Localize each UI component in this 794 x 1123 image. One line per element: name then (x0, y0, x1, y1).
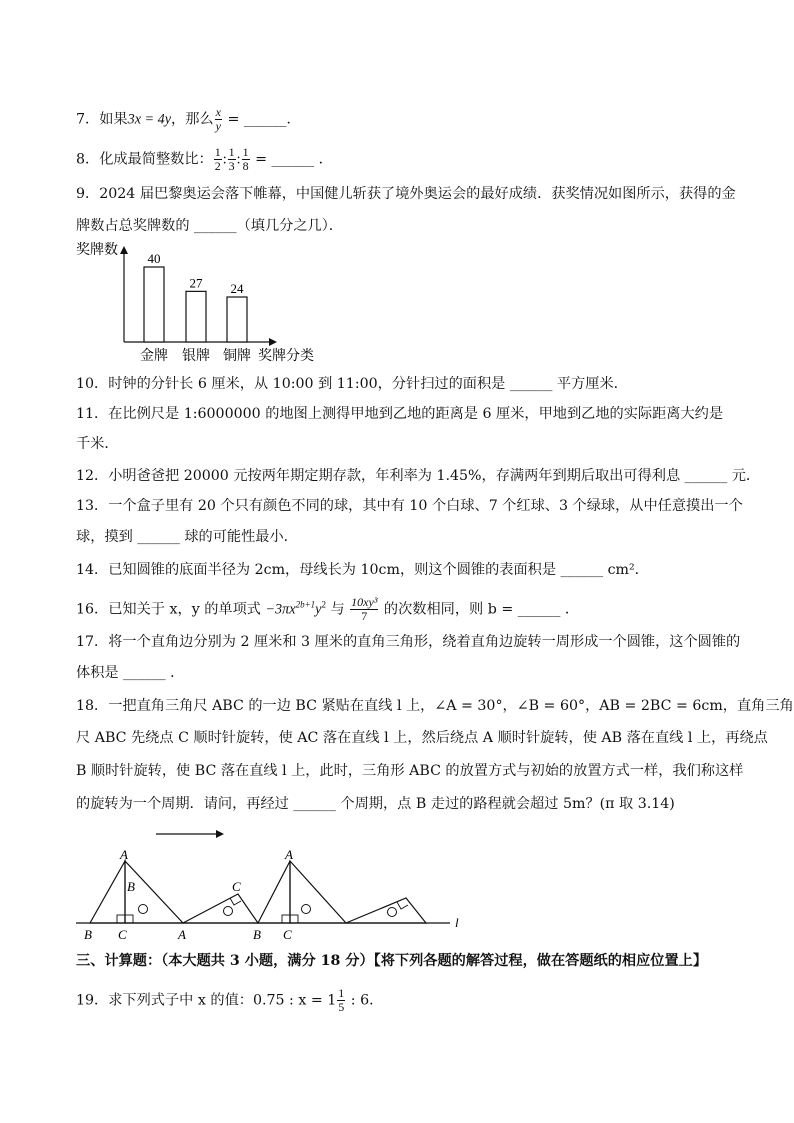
question-13-line-1: 13．一个盒子里有 20 个只有颜色不同的球，其中有 10 个白球、7 个红球、3 个绿球，从中任意摸出一个 (76, 498, 743, 514)
bar-value-label-1: 40 (147, 251, 161, 266)
question-16: 16．已知关于 x，y 的单项式 $-3\pi x^{2b+1}y^2$ 与 $\frac{\text{10xy³}}{7}$ 的次数相同，则 b = ______ ． (76, 595, 580, 623)
svg-text:A: A (120, 847, 128, 862)
chart-x-label: 奖牌分类 (258, 348, 314, 364)
question-18-line-3: B 顺时针旋转，使 BC 落在直线 l 上，此时，三角形 ABC 的放置方式与初始的放置方式一样，我们称这样 (76, 763, 744, 779)
chart-y-label: 奖牌数 (76, 242, 118, 258)
svg-text:A: A (285, 847, 293, 862)
question-17-line-1: 17．将一个直角边分别为 2 厘米和 3 厘米的直角三角形，绕着直角边旋转一周形成一个圆锥，这个圆锥的 (76, 634, 741, 650)
svg-text:B: B (253, 927, 261, 942)
question-9-line-2: 牌数占总奖牌数的 ______（填几分之几）． (76, 218, 343, 234)
category-label-2: 银牌 (182, 349, 210, 364)
bar-value-label-2: 27 (189, 275, 203, 291)
category-label-1: 金牌 (140, 349, 168, 364)
question-13-line-2: 球，摸到 ______ 球的可能性最小． (76, 529, 298, 545)
svg-text:B: B (84, 927, 92, 942)
fraction-1-2: $\frac{1}{2}$ (214, 145, 221, 173)
bar-3 (227, 297, 247, 342)
fraction-1-8: $\frac{1}{8}$ (242, 145, 249, 173)
svg-text:C: C (232, 879, 241, 894)
bar-1 (144, 267, 164, 342)
question-14: 14．已知圆锥的底面半径为 2cm，母线长为 10cm，则这个圆锥的表面积是 ______ cm²． (76, 562, 649, 578)
fraction-1-5: $\frac{1}{5}$ (338, 986, 345, 1014)
fraction-10xy3-over-7: $\frac{\text{10xy³}}{7}$ (351, 595, 378, 623)
bar-value-label-3: 24 (230, 281, 244, 296)
rotation-figure (70, 826, 480, 946)
question-12: 12．小明爸爸把 20000 元按两年期定期存款，年利率为 1.45%，存满两年到期后取出可得利息 ______ 元． (76, 468, 761, 484)
question-18-line-2: 尺 ABC 先绕点 C 顺时针旋转，使 AC 落在直线 l 上，然后绕点 A 顺时针旋转，使 AB 落在直线 l 上，再绕点 (76, 730, 768, 746)
svg-text:A: A (178, 927, 186, 942)
bar-2 (186, 291, 206, 342)
chart-bars (144, 251, 247, 342)
svg-text:C: C (283, 927, 292, 942)
question-11-line-2: 千米． (76, 436, 119, 452)
section-3-heading: 三、计算题：（本大题共 3 小题，满分 18 分）【将下列各题的解答过程，做在答题纸的相应位置上】 (76, 953, 708, 969)
y-axis-arrow-icon (120, 246, 128, 254)
fraction-x-over-y: $\frac{x}{y}$ (215, 105, 221, 133)
question-8: 8．化成最简整数比： $\frac{1}{2}$ : $\frac{1}{3}$ : $\frac{1}{8}$ = ______ ． (76, 145, 333, 173)
category-label-3: 铜牌 (223, 349, 251, 364)
question-17-line-2: 体积是 ______ ． (76, 665, 185, 681)
question-10: 10．时钟的分针长 6 厘米，从 10:00 到 11:00，分针扫过的面积是 ______ 平方厘米． (76, 376, 628, 392)
question-9-line-1: 9．2024 届巴黎奥运会落下帷幕，中国健儿斩获了境外奥运会的最好成绩．获奖情况如图所示，获得的金 (76, 186, 736, 202)
svg-text:C: C (118, 927, 127, 942)
question-19: 19．求下列式子中 x 的值：0.75 : x = 1 $\frac{1}{5}$ : 6． (76, 986, 384, 1014)
x-axis-arrow-icon (269, 338, 277, 346)
question-11-line-1: 11．在比例尺是 1:6000000 的地图上测得甲地到乙地的距离是 6 厘米，甲地到乙地的实际距离大约是 (76, 406, 724, 422)
question-18-line-1: 18．一把直角三角尺 ABC 的一边 BC 紧贴在直线 l 上，∠A = 30°，∠B = 60°，AB = 2BC = 6cm，直角三角 (76, 698, 794, 714)
svg-text:l: l (455, 915, 459, 930)
medal-bar-chart (70, 236, 340, 370)
svg-text:B: B (127, 879, 135, 894)
arrow-right-icon (216, 830, 224, 838)
chart-x-labels (140, 347, 251, 364)
fraction-1-3: $\frac{1}{3}$ (228, 145, 235, 173)
question-18-line-4: 的旋转为一个周期．请问，再经过 ______ 个周期，点 B 走过的路程就会超过 5m？(π 取 3.14) (76, 796, 675, 812)
question-7: 7．如果3x = 4y，那么 $\frac{x}{y}$ = ______. (76, 105, 291, 133)
